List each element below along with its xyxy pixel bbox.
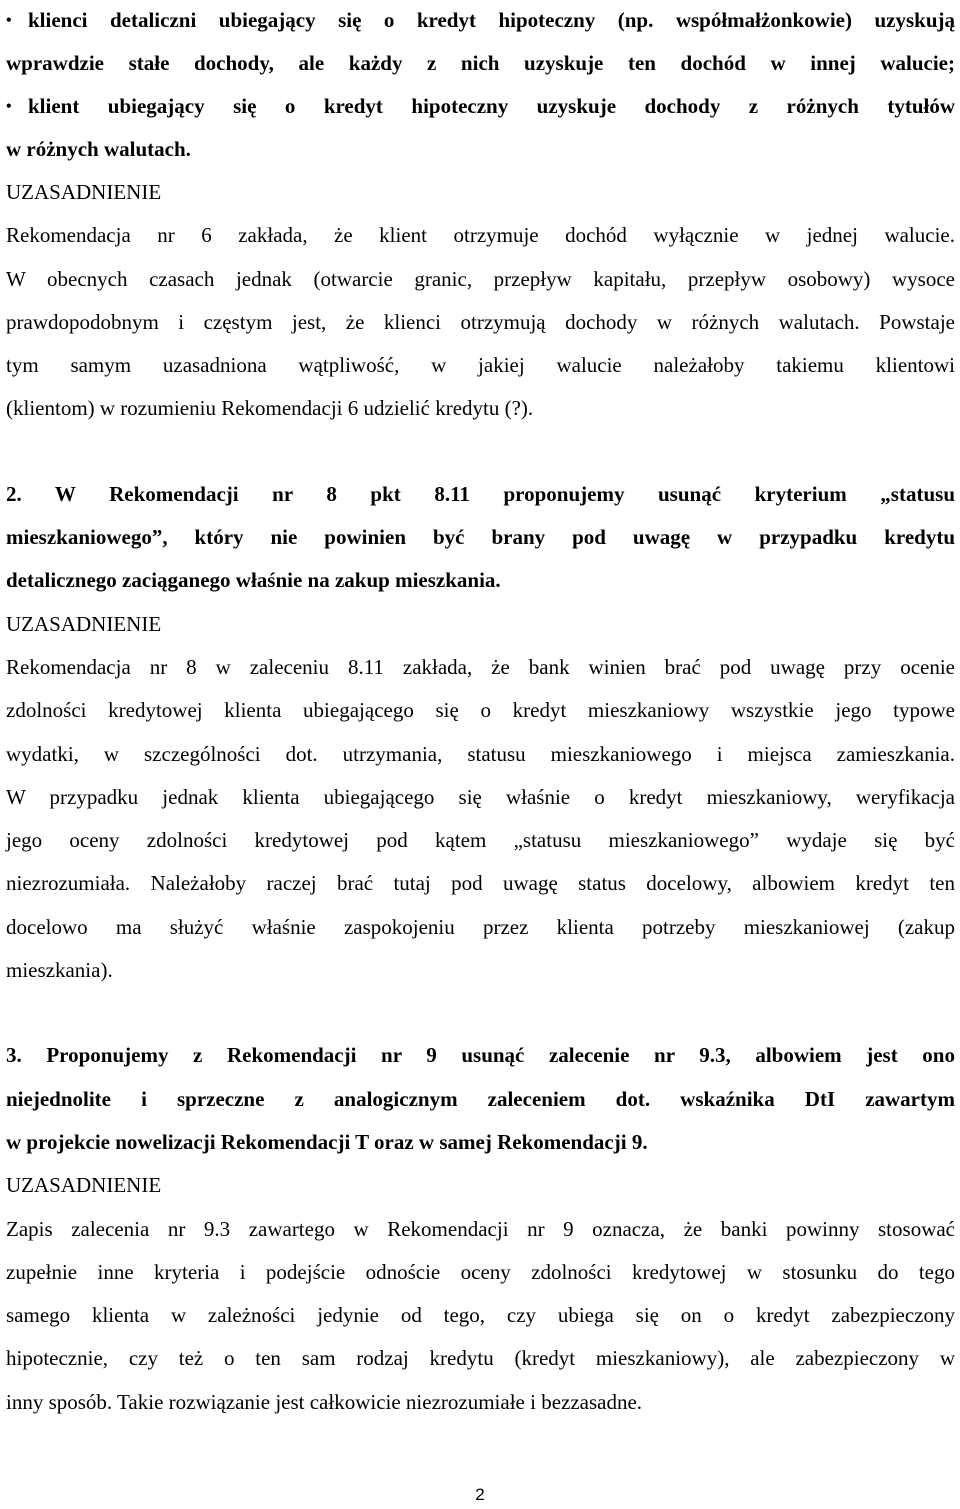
section-heading: UZASADNIENIE [6, 180, 162, 204]
section-2 [6, 473, 955, 993]
paragraph-line: (klientom) w rozumieniu Rekomendacji 6 udzielić kredytu (?). [6, 396, 534, 421]
page-number: 2 [475, 1485, 485, 1504]
paragraph-line: W przypadku jednak klienta ubiegającego się właśnie o kredyt mieszkaniowy, weryfikacja [6, 784, 955, 809]
section-1-justification [6, 171, 955, 431]
section-title: w projekcie nowelizacji Rekomendacji T oraz w samej Rekomendacji 9. [6, 1129, 648, 1154]
spacer [6, 431, 955, 473]
paragraph-line: wydatki, w szczególności dot. utrzymania, statusu mieszkaniowego i miejsca zamieszkania. [6, 741, 955, 766]
paragraph-line: hipotecznie, czy też o ten sam rodzaj kredytu (kredyt mieszkaniowy), ale zabezpieczony w [6, 1346, 955, 1371]
bullet-list [6, 0, 955, 171]
paragraph-line: Rekomendacja nr 8 w zaleceniu 8.11 zakłada, że bank winien brać pod uwagę przy ocenie [6, 654, 955, 679]
section-title: detalicznego zaciąganego właśnie na zakup mieszkania. [6, 568, 501, 593]
spacer [6, 992, 955, 1034]
section-title: 2. W Rekomendacji nr 8 pkt 8.11 proponujemy usunąć kryterium „statusu [6, 481, 955, 506]
paragraph-line: zupełnie inne kryteria i podejście odnoście oceny zdolności kredytowej w stosunku do tego [6, 1259, 955, 1284]
section-heading: UZASADNIENIE [6, 611, 162, 636]
paragraph-line: docelowo ma służyć właśnie zaspokojeniu przez klienta potrzeby mieszkaniowej (zakup [6, 914, 955, 939]
bullet-icon: • [6, 12, 12, 29]
paragraph-line: prawdopodobnym i częstym jest, że klienci otrzymują dochody w różnych walutach. Powstaje [6, 309, 955, 334]
list-item-continuation [6, 128, 955, 171]
list-item [6, 85, 955, 128]
bullet-line: w różnych walutach. [6, 137, 191, 161]
bullet-icon: • [6, 98, 12, 115]
paragraph-line: zdolności kredytowej klienta ubiegającego się o kredyt mieszkaniowy wszystkie jego typowe [6, 698, 955, 723]
paragraph-line: mieszkania). [6, 958, 113, 983]
paragraph-line: W obecnych czasach jednak (otwarcie granic, przepływ kapitału, przepływ osobowy) wysoce [6, 266, 955, 291]
paragraph-line: niezrozumiała. Należałoby raczej brać tutaj pod uwagę status docelowy, albowiem kredyt ten [6, 871, 955, 896]
section-title: mieszkaniowego”, który nie powinien być brany pod uwagę w przypadku kredytu [6, 525, 955, 550]
paragraph-line: jego oceny zdolności kredytowej pod kątem „statusu mieszkaniowego” wydaje się być [6, 828, 955, 853]
paragraph-line: inny sposób. Takie rozwiązanie jest całkowicie niezrozumiałe i bezzasadne. [6, 1389, 643, 1414]
bullet-line: wprawdzie stałe dochody, ale każdy z nich uzyskuje ten dochód w innej walucie; [6, 51, 955, 75]
paragraph-line: Rekomendacja nr 6 zakłada, że klient otrzymuje dochód wyłącznie w jednej walucie. [6, 223, 955, 248]
list-item-continuation [6, 42, 955, 85]
paragraph-line: samego klienta w zależności jedynie od tego, czy ubiega się on o kredyt zabezpieczony [6, 1303, 955, 1328]
section-3 [6, 1034, 955, 1424]
section-heading: UZASADNIENIE [6, 1173, 162, 1198]
paragraph-line: tym samym uzasadniona wątpliwość, w jakiej walucie należałoby takiemu klientowi [6, 353, 955, 378]
section-title: niejednolite i sprzeczne z analogicznym zaleceniem dot. wskaźnika DtI zawartym [6, 1086, 955, 1111]
bullet-line: klienci detaliczni ubiegający się o kredyt hipoteczny (np. współmałżonkowie) uzyskują [28, 8, 955, 32]
document-page [6, 0, 955, 1424]
paragraph-line: Zapis zalecenia nr 9.3 zawartego w Rekomendacji nr 9 oznacza, że banki powinny stosować [6, 1216, 955, 1241]
list-item [6, 0, 955, 42]
section-title: 3. Proponujemy z Rekomendacji nr 9 usunąć zalecenie nr 9.3, albowiem jest ono [6, 1043, 955, 1068]
bullet-line: klient ubiegający się o kredyt hipoteczny uzyskuje dochody z różnych tytułów [28, 94, 955, 118]
